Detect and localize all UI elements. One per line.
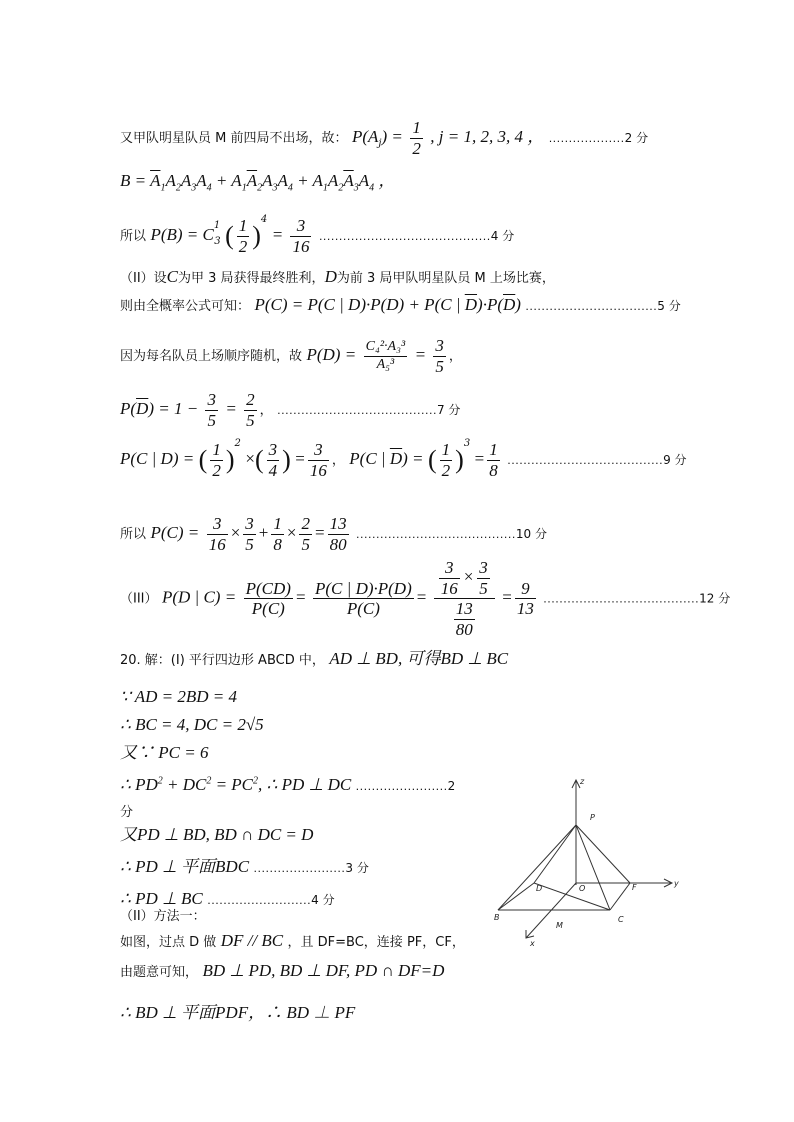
- line-20: （II）方法一：: [120, 909, 206, 924]
- line-19: ∴ PD ⊥ BC ..........................4 分: [120, 889, 335, 908]
- edge-bd: [498, 883, 534, 910]
- line-1-fraction: $\frac{1}{2}$: [412, 118, 421, 158]
- line-15: ∴ $PD^2 + DC^2 = PC^2$, ∴ PD ⊥ DC .......................2: [120, 775, 456, 794]
- line-3-inner-fraction: $\frac{1}{2}$: [238, 216, 248, 256]
- line-3-lhs: P(B) = C: [150, 225, 214, 245]
- compound-fraction: $\frac{3}{16}$ × $\frac{3}{5}$ $\frac{13}{80}$: [434, 558, 495, 639]
- line-7: $P(\overline{D}) = 1$ − $\frac{3}{5}$ = $\frac{2}{5}$ ， ........................................7 分: [120, 390, 461, 430]
- line-1-dots: ...................: [548, 132, 625, 146]
- line-14: 又∵ PC = 6: [120, 743, 209, 762]
- line-17: 又PD ⊥ BD, BD ∩ DC = D: [120, 825, 314, 844]
- line-12: ∵ AD = 2BD = 4: [120, 687, 238, 706]
- line-22: 由题意可知， BD ⊥ PD, BD ⊥ DF, PD ∩ DF=D: [120, 961, 445, 980]
- line-9: 所以 P(C) = $\frac{3}{16}$ × $\frac{3}{5}$ + $\frac{1}{8}$ × $\frac{2}{5}$ = $\frac{13}{80}$ ........................................10 分: [120, 514, 547, 554]
- label-o: O: [579, 884, 586, 893]
- label-z: z: [580, 777, 585, 786]
- line-1-formula-mid: ) =: [381, 127, 403, 147]
- line-1-score: 2 分: [624, 131, 649, 146]
- line-1-after: , j = 1, 2, 3, 4 ，: [430, 127, 545, 147]
- pyramid-figure: [490, 770, 690, 950]
- label-d: D: [536, 884, 543, 893]
- label-y: y: [674, 879, 679, 888]
- line-1-formula-pre: P(A: [351, 127, 379, 147]
- edge-pb: [498, 825, 576, 910]
- line-16: 分: [120, 805, 134, 820]
- line-1-text: 又甲队明星队员 M 前四局不出场，故：: [120, 131, 348, 147]
- line-1-subscript: j: [378, 137, 382, 149]
- line-18: ∴ PD ⊥ 平面BDC .......................3 分: [120, 857, 369, 876]
- label-f: F: [632, 883, 637, 892]
- label-b: B: [494, 913, 500, 922]
- edge-pc: [576, 825, 610, 910]
- line-5: 则由全概率公式可知： P(C) = P(C | D)·P(D) + P(C | $\overline{D})\cdot P(\overline{D})$ .................................5 分: [120, 295, 681, 314]
- label-p: P: [590, 813, 595, 822]
- label-c: C: [618, 915, 624, 924]
- line-3-text: 所以: [120, 229, 147, 245]
- line-10: （III） P(D | C) = $\frac{P(CD)}{P(C)}$ = $\frac{P(C | D)\cdot P(D)}{P(C)}$ = $\frac{3}{16}$ × $\frac{3}{5}$ $\frac{13}{80}$ = $\frac{9}{13}$ .......................................12 分: [120, 558, 731, 639]
- line-2: $B = \overline{A}_1A_2A_3A_4 + A_1\overline{A}_2A_3A_4 + A_1A_2\overline{A}_3A_4$ ，: [120, 171, 396, 194]
- line-3-fraction: $\frac{3}{16}$: [292, 216, 310, 256]
- line-1: [120, 118, 648, 158]
- line-6: 因为每名队员上场顺序随机，故 P(D) = $\frac{\text{C₄²·A₃³}}{\text{A₅³}}$ = $\frac{3}{5}$ ，: [120, 336, 462, 376]
- line-4: （II）设C为甲 3 局获得最终胜利，D为前 3 局甲队明星队员 M 上场比赛，: [120, 267, 555, 286]
- line-21: 如图，过点 D 做 DF // BC ，且 DF=BC，连接 PF，CF，: [120, 931, 465, 950]
- line-11: 20. 解：(I) 平行四边形 ABCD 中， AD ⊥ BD, 可得BD ⊥ BC: [120, 649, 509, 668]
- label-x: x: [530, 939, 535, 948]
- line-8: P(C | D) = ( $\frac{1}{2}$ )$^2$ ×( $\frac{3}{4}$ ) = $\frac{3}{16}$ ， P(C | $\overline{D}$) = ( $\frac{1}{2}$ )$^3$ = $\frac{1}{8}$ .......................................9 分: [120, 438, 687, 480]
- line-13: ∴ BC = 4, DC = 2√5: [120, 715, 264, 734]
- edge-cf: [610, 883, 630, 910]
- edge-pf: [576, 825, 630, 883]
- edge-pd: [534, 825, 576, 883]
- line-3: 所以 $P(B) = C^1_3$ ( $\frac{1}{2}$ )$^4$ = $\frac{3}{16}$ ...........................................4 分: [120, 214, 515, 256]
- line-23: ∴ BD ⊥ 平面PDF，∴ BD ⊥ PF: [120, 1003, 356, 1022]
- label-m: M: [556, 921, 563, 930]
